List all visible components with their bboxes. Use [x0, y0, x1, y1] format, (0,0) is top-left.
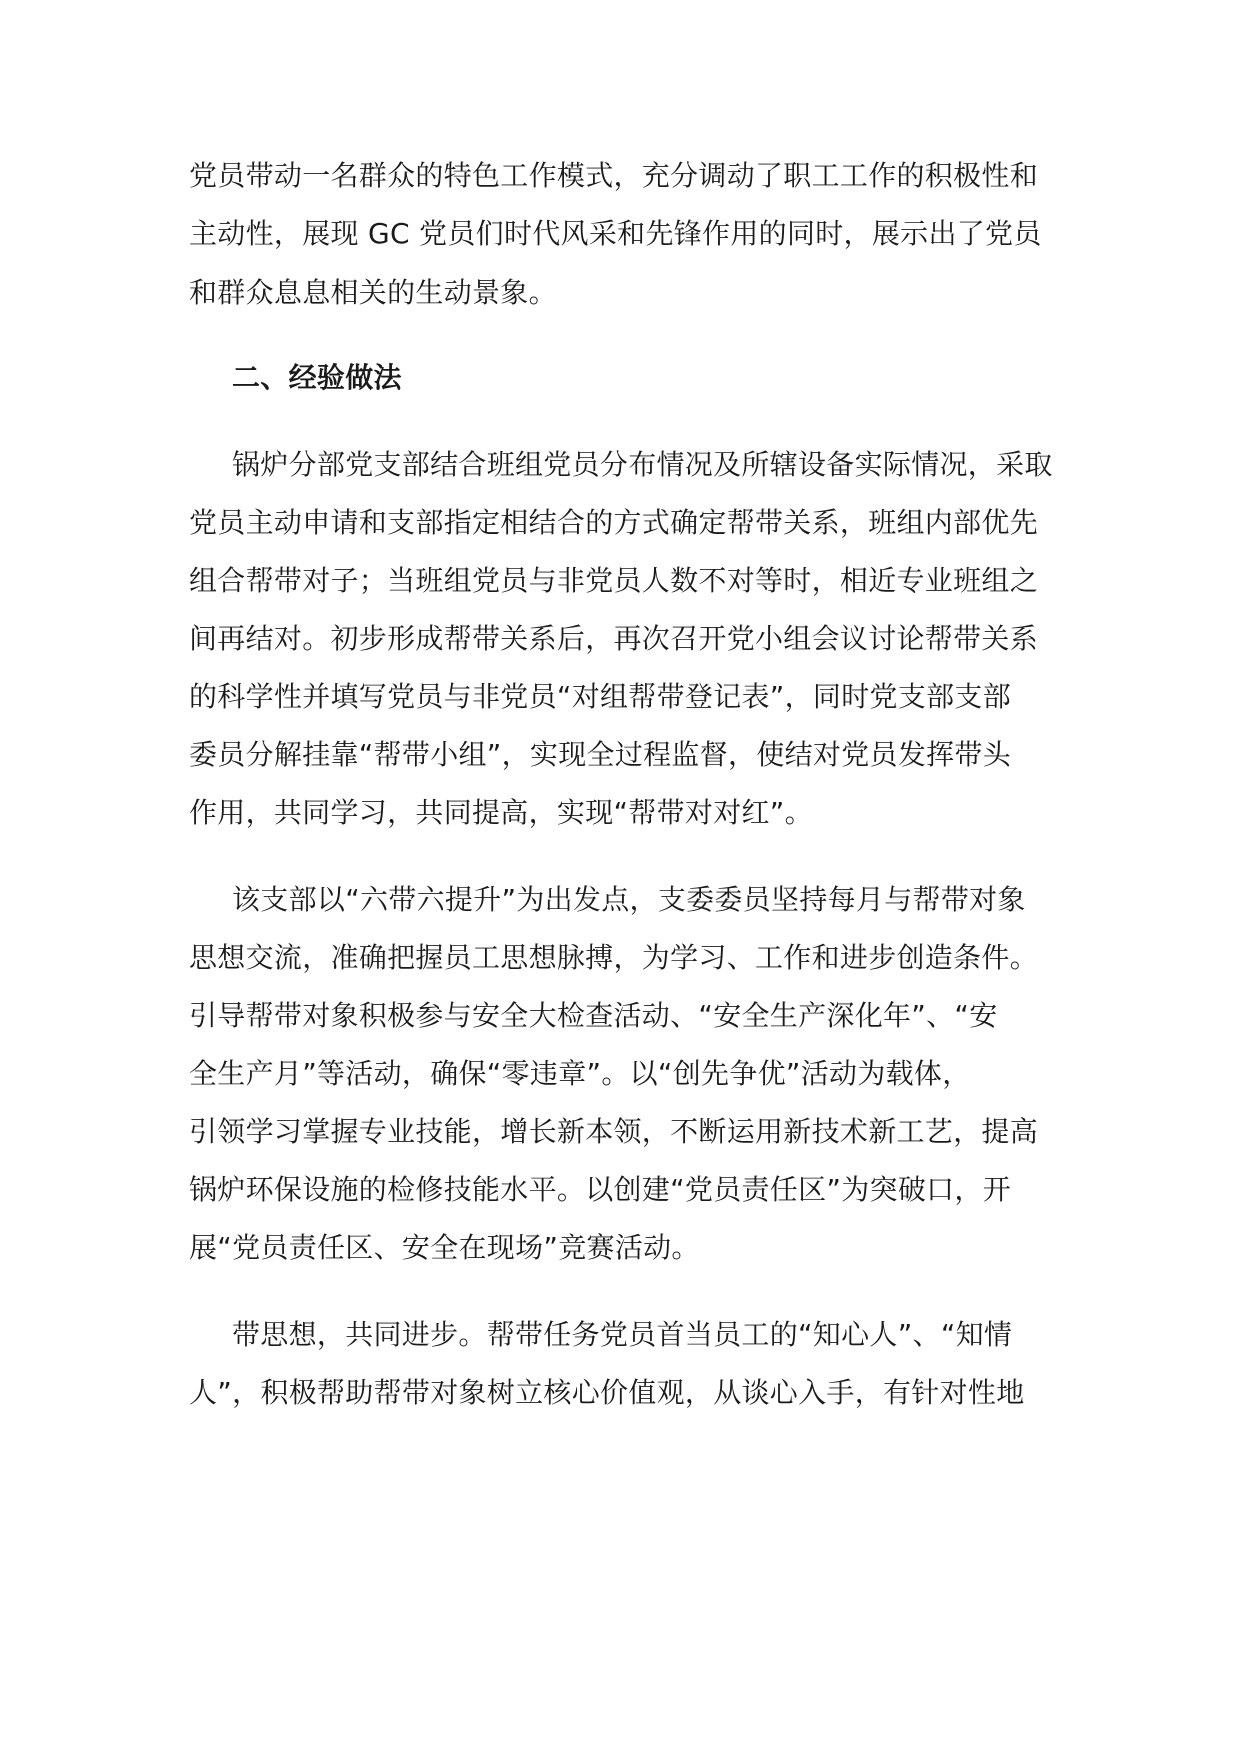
paragraph2-line-6: 锅炉环保设施的检修技能水平。以创建“党员责任区”为突破口，开 — [189, 1173, 1012, 1206]
paragraph1-line-2: 党员主动申请和支部指定相结合的方式确定帮带关系，班组内部优先 — [189, 506, 1039, 539]
paragraph2-line-4: 全生产月”等活动，确保“零违章”。以“创先争优”活动为载体， — [189, 1057, 971, 1090]
paragraph3-line-1: 带思想，共同进步。帮带任务党员首当员工的“知心人”、“知情 — [232, 1318, 1013, 1351]
paragraph1-line-6: 委员分解挂靠“帮带小组”，实现全过程监督，使结对党员发挥带头 — [189, 738, 1012, 771]
intro-line-2: 主动性，展现 GC 党员们时代风采和先锋作用的同时，展示出了党员 — [189, 217, 1042, 250]
paragraph2-line-5: 引领学习掌握专业技能，增长新本领，不断运用新技术新工艺，提高 — [189, 1115, 1039, 1148]
paragraph2-line-7: 展“党员责任区、安全在现场”竞赛活动。 — [189, 1231, 700, 1264]
intro-line-3: 和群众息息相关的生动景象。 — [189, 276, 557, 309]
paragraph1-line-5: 的科学性并填写党员与非党员“对组帮带登记表”，同时党支部支部 — [189, 680, 1012, 713]
paragraph3-line-2: 人”，积极帮助帮带对象树立核心价值观，从谈心入手，有针对性地 — [189, 1376, 1025, 1409]
paragraph1-line-7: 作用，共同学习，共同提高，实现“帮带对对红”。 — [189, 796, 813, 829]
intro-line-1: 党员带动一名群众的特色工作模式，充分调动了职工工作的积极性和 — [189, 159, 1039, 192]
paragraph1-line-1: 锅炉分部党支部结合班组党员分布情况及所辖设备实际情况，采取 — [232, 448, 1053, 481]
paragraph1-line-3: 组合帮带对子；当班组党员与非党员人数不对等时，相近专业班组之 — [189, 564, 1039, 597]
paragraph1-line-4: 间再结对。初步形成帮带关系后，再次召开党小组会议讨论帮带关系 — [189, 622, 1039, 655]
paragraph2-line-2: 思想交流，准确把握员工思想脉搏，为学习、工作和进步创造条件。 — [189, 941, 1039, 974]
section-heading: 二、经验做法 — [232, 361, 402, 394]
paragraph2-line-1: 该支部以“六带六提升”为出发点，支委委员坚持每月与帮带对象 — [232, 883, 1026, 916]
paragraph2-line-3: 引导帮带对象积极参与安全大检查活动、“安全生产深化年”、“安 — [189, 999, 998, 1032]
